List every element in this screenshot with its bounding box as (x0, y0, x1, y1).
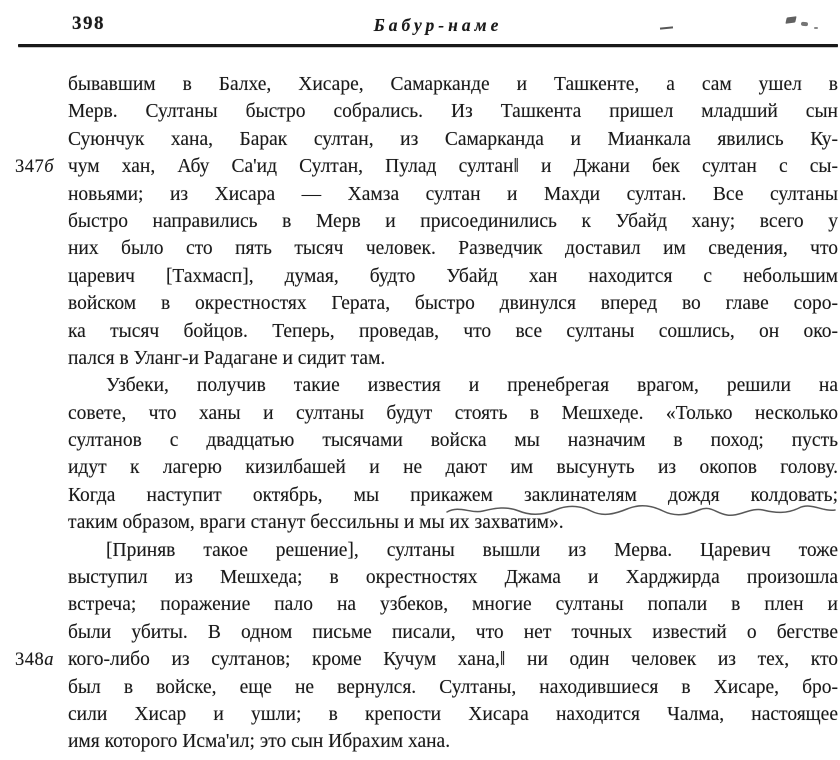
folio-margin-label: 348а (15, 650, 54, 671)
text-line-content: Когда наступит октябрь, мы прикажем заклинателям дождя колдовать; (68, 484, 838, 506)
folio-margin-label: 347б (15, 157, 55, 178)
text-line (68, 181, 838, 208)
text-line-content: совете, что ханы и султаны будут стоять в Мешхеде. «Только несколько (68, 402, 838, 424)
ink-smudge (814, 27, 818, 29)
text-line (68, 619, 838, 646)
text-line (15, 153, 838, 180)
text-line-content: чум хан, Абу Са'ид Султан, Пулад султан‖ и Джани бек султан с сы- (68, 156, 838, 178)
text-line (68, 564, 838, 591)
ink-smudge (660, 26, 673, 29)
ink-smudge (801, 22, 808, 27)
text-line-content: был в войске, еще не вернулся. Султаны, находившиеся в Хисаре, бро- (68, 676, 838, 698)
page-number: 398 (72, 13, 105, 34)
text-line-content: Суюнчук хана, Барак султан, из Самарканда и Мианкала явились Ку- (68, 128, 838, 150)
text-line-content: бывавшим в Балхе, Хисаре, Самарканде и Ташкенте, а сам ушел в (68, 74, 838, 95)
text-line-content: Узбеки, получив такие известия и пренебрегая врагом, решили на (106, 375, 838, 397)
text-line (68, 509, 838, 536)
text-line (68, 701, 838, 728)
text-line (68, 263, 838, 290)
text-line (68, 427, 838, 454)
text-line (68, 537, 838, 564)
text-line-content: кого-либо из султанов; кроме Кучум хана,‖ ни один человек из тех, кто (68, 649, 838, 671)
text-line-content: выступил из Мешхеда; в окрестностях Джама и Харджирда произошла (68, 567, 838, 589)
text-line-content: имя которого Исма'ил; это сын Ибрахим хана. (68, 731, 451, 753)
text-line-content: ка тысяч бойцов. Теперь, проведав, что все султаны сошлись, он око- (68, 320, 838, 342)
running-title: Бабур-наме (373, 15, 503, 35)
text-line-content: встреча; поражение пало на узбеков, многие султаны попали в плен и (68, 594, 838, 616)
text-line (68, 345, 838, 372)
text-line-content: Мерв. Султаны быстро собрались. Из Ташкента пришел младший сын (68, 101, 838, 123)
ink-smudge (785, 16, 796, 24)
text-line (68, 372, 838, 399)
text-block (15, 71, 838, 756)
text-line-content: были убиты. В одном письме писали, что нет точных известий о бегстве (68, 621, 838, 643)
text-line (68, 482, 838, 509)
text-line (68, 71, 838, 98)
text-line-content: сили Хисар и ушли; в крепости Хисара находится Чалма, настоящее (68, 703, 838, 725)
text-line (68, 235, 838, 262)
text-line-content: царевич [Тахмасп], думая, будто Убайд хан находится с небольшим (68, 265, 838, 287)
text-line-content: [Приняв такое решение], султаны вышли из Мерва. Царевич тоже (106, 539, 838, 561)
text-line (68, 591, 838, 618)
text-line (68, 290, 838, 317)
text-line-content: быстро направились в Мерв и присоединились к Убайд хану; всего у (68, 210, 838, 232)
text-line (68, 400, 838, 427)
text-line (68, 208, 838, 235)
header-rule (18, 44, 838, 47)
text-line-content: новьями; из Хисара — Хамза султан и Махди султан. Все султаны (68, 183, 838, 205)
text-line (68, 318, 838, 345)
text-line-content: пался в Уланг-и Радагане и сидит там. (68, 347, 386, 369)
text-line-content: них было сто пять тысяч человек. Разведчик доставил им сведения, что (68, 238, 838, 260)
text-line-content: таким образом, враги станут бессильны и мы их захватим». (68, 512, 564, 534)
text-line (68, 98, 838, 125)
text-line (15, 646, 838, 673)
text-line (68, 454, 838, 481)
text-line (68, 674, 838, 701)
text-line-content: войском в окрестностях Герата, быстро двинулся вперед во главе соро- (68, 293, 838, 315)
text-line-content: султанов с двадцатью тысячами войска мы назначим в поход; пусть (68, 430, 838, 452)
text-line (68, 126, 838, 153)
text-line (68, 728, 838, 755)
text-line-content: идут к лагерю кизилбашей и не дают им высунуть из окопов голову. (68, 457, 838, 479)
